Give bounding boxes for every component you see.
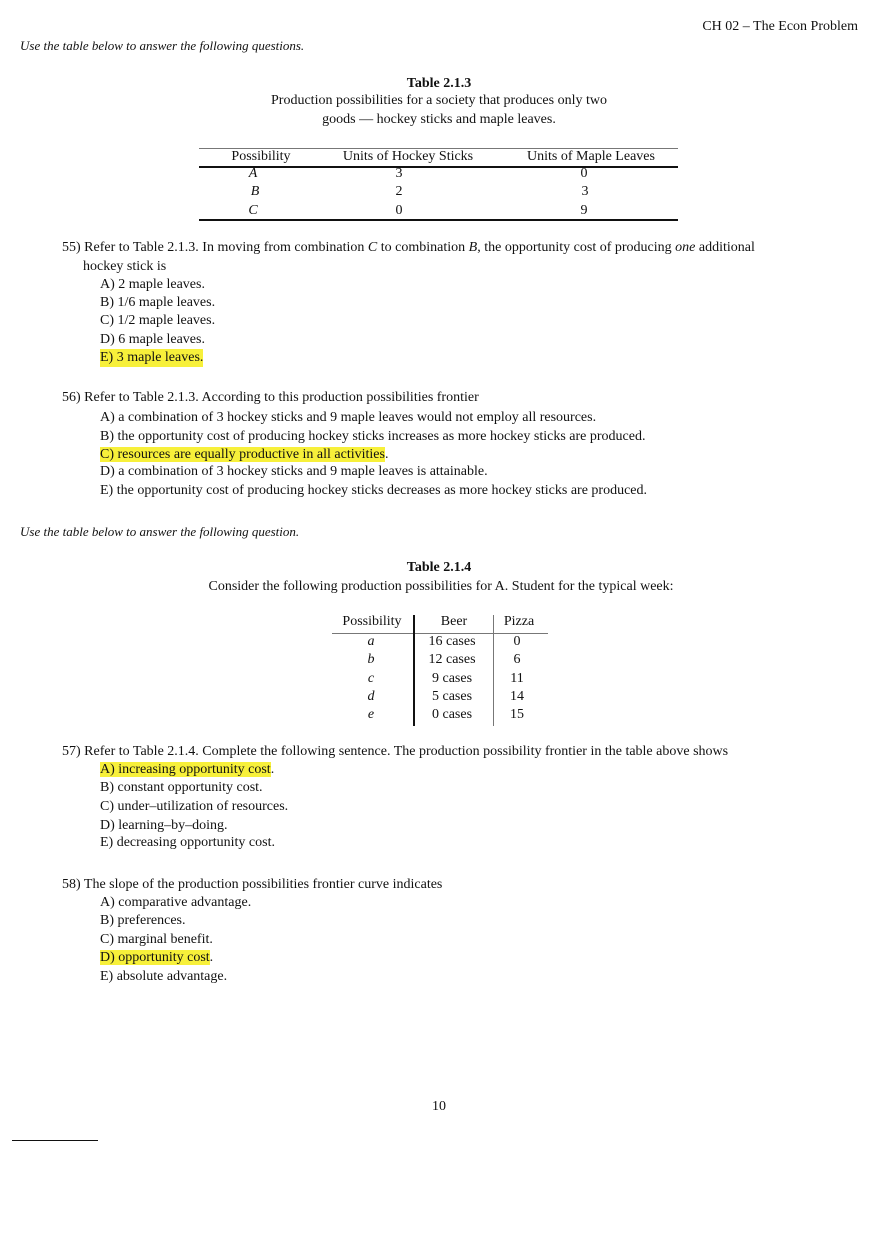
table-cell: 0 <box>395 203 403 218</box>
page-number: 10 <box>432 1099 446 1114</box>
answer-option: A) 2 maple leaves. <box>100 277 205 292</box>
table-rule <box>199 166 678 168</box>
footnote-rule <box>12 1140 98 1141</box>
table-title: Table 2.1.3 <box>406 76 472 91</box>
column-header: Beer <box>440 614 468 629</box>
table-cell: C <box>248 203 258 218</box>
answer-option: B) preferences. <box>100 913 186 928</box>
question-55-stem: 55) Refer to Table 2.1.3. In moving from combination C to combination B, the opportunity cost of producing one additional <box>62 240 755 255</box>
table-rule <box>493 615 494 726</box>
table-cell: 3 <box>395 166 403 181</box>
table-cell: 3 <box>581 184 589 199</box>
table-cell: c <box>367 671 375 686</box>
instruction-text: Use the table below to answer the following questions. <box>20 38 305 53</box>
table-cell: 16 cases <box>428 634 476 649</box>
answer-option: E) absolute advantage. <box>100 969 228 984</box>
running-header: CH 02 – The Econ Problem <box>702 19 858 34</box>
answer-option: B) constant opportunity cost. <box>100 780 263 795</box>
question-57-stem: 57) Refer to Table 2.1.4. Complete the following sentence. The production possibility frontier in the table above shows <box>62 744 729 759</box>
table-caption: Consider the following production possibilities for A. Student for the typical week: <box>208 579 674 594</box>
table-cell: 9 cases <box>431 671 473 686</box>
answer-option: D) a combination of 3 hockey sticks and 9 maple leaves is attainable. <box>100 464 488 479</box>
column-header: Possibility <box>231 149 291 164</box>
instruction-text: Use the table below to answer the following question. <box>20 524 300 539</box>
answer-option-highlighted: E) 3 maple leaves. <box>100 350 204 365</box>
table-cell: A <box>248 166 258 181</box>
table-cell: 0 <box>580 166 588 181</box>
answer-option: B) 1/6 maple leaves. <box>100 295 216 310</box>
answer-option: B) the opportunity cost of producing hockey sticks increases as more hockey sticks are produced. <box>100 429 646 444</box>
table-cell: e <box>367 707 375 722</box>
table-cell: d <box>367 689 375 704</box>
column-header: Units of Maple Leaves <box>527 149 655 164</box>
answer-option: A) a combination of 3 hockey sticks and 9 maple leaves would not employ all resources. <box>100 410 597 425</box>
table-cell: 2 <box>395 184 403 199</box>
table-cell: B <box>250 184 260 199</box>
table-rule <box>199 219 678 221</box>
question-55-stem-cont: hockey stick is <box>83 259 167 274</box>
highlight: D) opportunity cost <box>100 950 210 965</box>
highlight: A) increasing opportunity cost <box>100 762 271 777</box>
table-cell: 9 <box>580 203 588 218</box>
table-caption: Production possibilities for a society that produces only two <box>271 93 607 108</box>
table-caption: goods — hockey sticks and maple leaves. <box>322 112 556 127</box>
table-cell: 5 cases <box>431 689 473 704</box>
answer-option: A) comparative advantage. <box>100 895 252 910</box>
answer-option: E) decreasing opportunity cost. <box>100 835 275 850</box>
column-header: Pizza <box>503 614 535 629</box>
answer-option: C) under–utilization of resources. <box>100 799 289 814</box>
column-header: Possibility <box>342 614 402 629</box>
table-cell: 0 cases <box>431 707 473 722</box>
answer-option: D) learning–by–doing. <box>100 818 228 833</box>
table-cell: 6 <box>513 652 521 667</box>
question-56-stem: 56) Refer to Table 2.1.3. According to this production possibilities frontier <box>62 390 479 405</box>
question-58-stem: 58) The slope of the production possibilities frontier curve indicates <box>62 877 443 892</box>
table-cell: 14 <box>510 689 524 704</box>
answer-option: C) resources are equally productive in all activities. <box>100 447 389 462</box>
answer-option: A) increasing opportunity cost. <box>100 762 275 777</box>
column-header: Units of Hockey Sticks <box>342 149 474 164</box>
table-cell: b <box>367 652 375 667</box>
table-cell: a <box>367 634 375 649</box>
highlight: C) resources are equally productive in all activities <box>100 447 385 462</box>
table-cell: 11 <box>510 671 524 686</box>
table-cell: 15 <box>510 707 524 722</box>
table-cell: 0 <box>513 634 521 649</box>
table-title: Table 2.1.4 <box>406 560 472 575</box>
table-rule <box>413 615 415 726</box>
table-cell: 12 cases <box>428 652 476 667</box>
answer-option: D) 6 maple leaves. <box>100 332 205 347</box>
answer-option: D) opportunity cost. <box>100 950 214 965</box>
answer-option: C) marginal benefit. <box>100 932 213 947</box>
answer-option: C) 1/2 maple leaves. <box>100 313 216 328</box>
answer-option: E) the opportunity cost of producing hockey sticks decreases as more hockey sticks are produced. <box>100 483 647 498</box>
